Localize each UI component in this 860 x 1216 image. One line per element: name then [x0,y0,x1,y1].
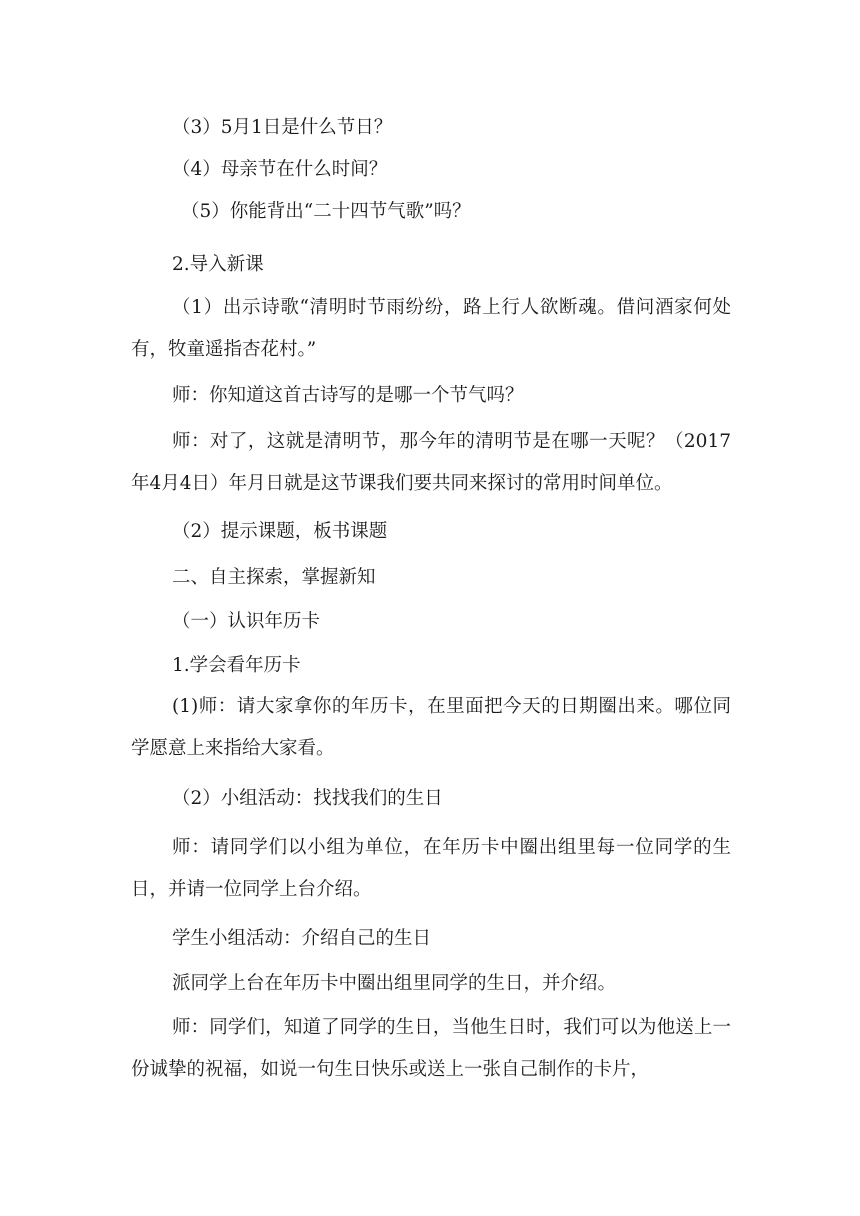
question-4: （4）母亲节在什么时间？ [172,159,388,180]
intro-heading: 2.导入新课 [172,254,264,275]
teacher-question-1: 师：你知道这首古诗写的是哪一个节气吗？ [172,385,524,406]
teacher-question-2: 师：对了，这就是清明节，那今年的清明节是在哪一天呢？（2017年4月4日）年月日就是这节课我们要共同来探讨的常用时间单位。 [131,431,731,494]
topic-line: （2）提示课题，板书课题 [172,521,388,542]
student-present-line: 派同学上台在年历卡中圈出组里同学的生日，并介绍。 [172,973,617,994]
item-1-heading: 1.学会看年历卡 [172,655,301,676]
teacher-question-3: (1)师：请大家拿你的年历卡，在里面把今天的日期圈出来。哪位同学愿意上来指给大家看。 [131,696,731,759]
question-5: （5）你能背出“二十四节气歌”吗？ [181,201,471,222]
section-2-heading: 二、自主探索，掌握新知 [172,567,376,588]
teacher-question-4: 师：请同学们以小组为单位，在年历卡中圈出组里每一位同学的生日，并请一位同学上台介绍。 [131,837,731,900]
subsection-1-heading: （一）认识年历卡 [172,611,321,632]
question-3: （3）5月1日是什么节日？ [172,117,393,138]
group-activity-line: （2）小组活动：找找我们的生日 [172,788,443,809]
teacher-question-5: 师：同学们，知道了同学的生日，当他生日时，我们可以为他送上一份诚挚的祝福，如说一句生日快乐或送上一张自己制作的卡片， [131,1017,731,1080]
student-activity-line: 学生小组活动：介绍自己的生日 [172,928,432,949]
poem-paragraph: （1）出示诗歌“清明时节雨纷纷，路上行人欲断魂。借问酒家何处有，牧童遥指杏花村。” [131,297,731,360]
